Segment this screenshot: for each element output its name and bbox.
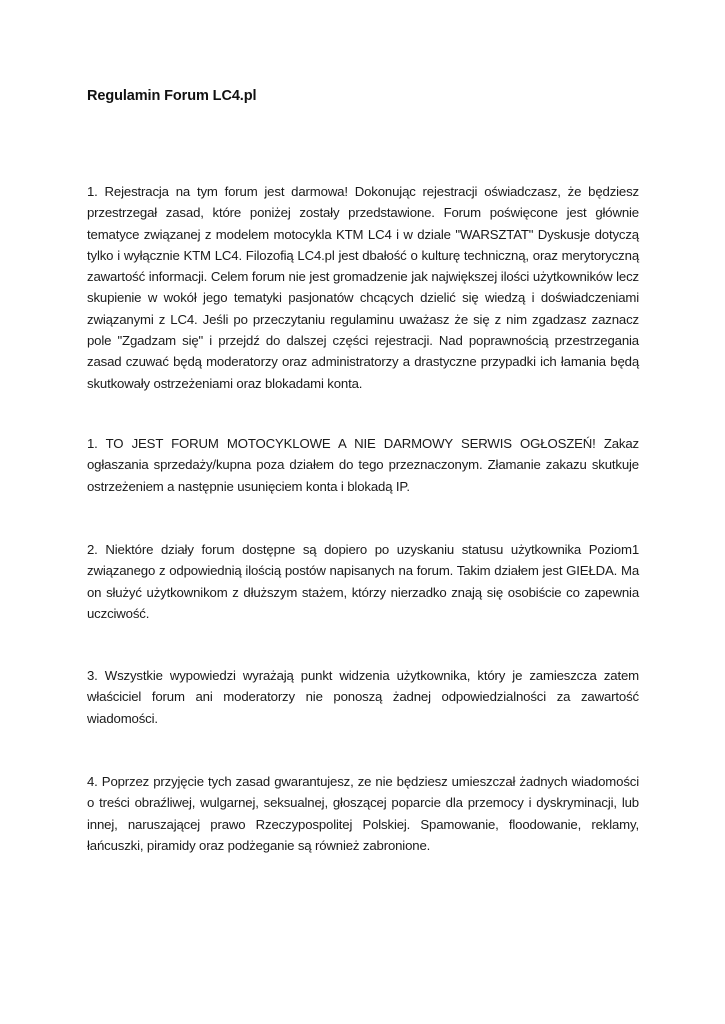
rule-paragraph-registration: 1. Rejestracja na tym forum jest darmowa! Dokonując rejestracji oświadczasz, że będziesz przestrzegał zasad, które poniżej zostały przedstawione. Forum poświęcone jest głównie tematyce związanej z modelem motocykla KTM LC4 i w dziale "WARSZTAT" Dyskusje dotyczą tylko i wyłącznie KTM LC4. Filozofią LC4.pl jest dbałość o kulturę techniczną, oraz merytoryczną zawartość informacji. Celem forum nie jest gromadzenie jak największej ilości użytkowników lecz skupienie w wokół jego tematyki pasjonatów chcących dzielić się wiedzą i doświadczeniami związanymi z LC4. Jeśli po przeczytaniu regulaminu uważasz że się z nim zgadzasz zaznacz pole "Zgadzam się" i przejdź do dalszej części rejestracji. Nad poprawnością przestrzegania zasad czuwać będą moderatorzy oraz administratorzy a drastyczne przypadki ich łamania będą skutkowały ostrzeżeniami oraz blokadami konta. <box>87 184 639 391</box>
rule-paragraph-no-ads: 1. TO JEST FORUM MOTOCYKLOWE A NIE DARMOWY SERWIS OGŁOSZEŃ! Zakaz ogłaszania sprzedaży/kupna poza działem do tego przeznaczonym. Złamanie zakazu skutkuje ostrzeżeniem a następnie usunięciem konta i blokadą IP. <box>87 436 639 494</box>
rule-paragraph-liability: 3. Wszystkie wypowiedzi wyrażają punkt widzenia użytkownika, który je zamieszcza zatem właściciel forum ani moderatorzy nie ponoszą żadnej odpowiedzialności za zawartość wiadomości. <box>87 668 639 726</box>
rule-paragraph-prohibited-content: 4. Poprzez przyjęcie tych zasad gwarantujesz, ze nie będziesz umieszczał żadnych wiadomości o treści obraźliwej, wulgarnej, seksualnej, głoszącej poparcie dla przemocy i dyskryminacji, lub innej, naruszającej prawo Rzeczypospolitej Polskiej. Spamowanie, floodowanie, reklamy, łańcuszki, piramidy oraz podżeganie są również zabronione. <box>87 774 639 853</box>
document-title: Regulamin Forum LC4.pl <box>87 88 257 104</box>
rule-paragraph-restricted-sections: 2. Niektóre działy forum dostępne są dopiero po uzyskaniu statusu użytkownika Poziom1 związanego z odpowiednią ilością postów napisanych na forum. Takim działem jest GIEŁDA. Ma on służyć użytkownikom z dłuższym stażem, którzy nierzadko znają się osobiście co zapewnia uczciwość. <box>87 542 639 621</box>
